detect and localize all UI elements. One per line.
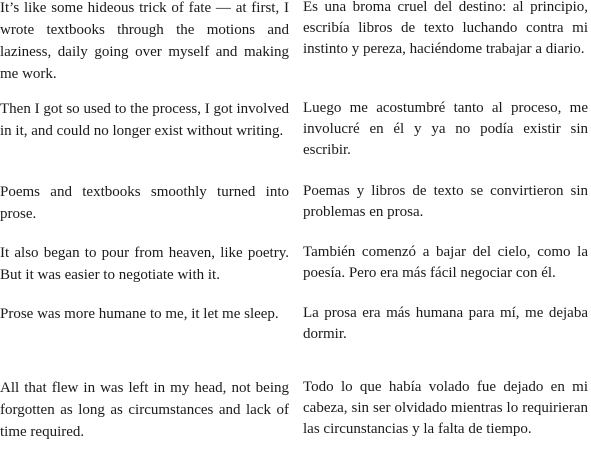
spanish-paragraph-5: La prosa era más humana para mí, me dejaba dormir. [303,305,588,342]
spanish-paragraph-3: Poemas y libros de texto se convirtieron sin problemas en prosa. [303,183,588,220]
spanish-column [303,0,588,454]
english-paragraph-2: Then I got so used to the process, I got involved in it, and could no longer exist without writing. [0,101,289,139]
english-column [0,0,289,454]
english-paragraph-5: Prose was more humane to me, it let me sleep. [0,306,279,322]
english-paragraph-6: All that flew in was left in my head, not being forgotten as long as circumstances and lack of time required. [0,380,289,440]
english-paragraph-1: It’s like some hideous trick of fate — at first, I wrote textbooks through the motions and laziness, daily going over myself and making me work. [0,0,289,82]
english-paragraph-3: Poems and textbooks smoothly turned into prose. [0,184,289,222]
spanish-paragraph-1: Es una broma cruel del destino: al principio, escribía libros de texto luchando contra mi instinto y pereza, haciéndome trabajar a diario. [303,0,588,57]
english-paragraph-4: It also began to pour from heaven, like poetry. But it was easier to negotiate with it. [0,245,289,283]
spanish-paragraph-6: Todo lo que había volado fue dejado en mi cabeza, sin ser olvidado mientras lo requirieran las circunstancias y la falta de tiempo. [303,379,588,437]
spanish-paragraph-2: Luego me acostumbré tanto al proceso, me involucré en él y ya no podía existir sin escribir. [303,100,588,158]
spanish-paragraph-4: También comenzó a bajar del cielo, como la poesía. Pero era más fácil negociar con él. [303,244,588,281]
